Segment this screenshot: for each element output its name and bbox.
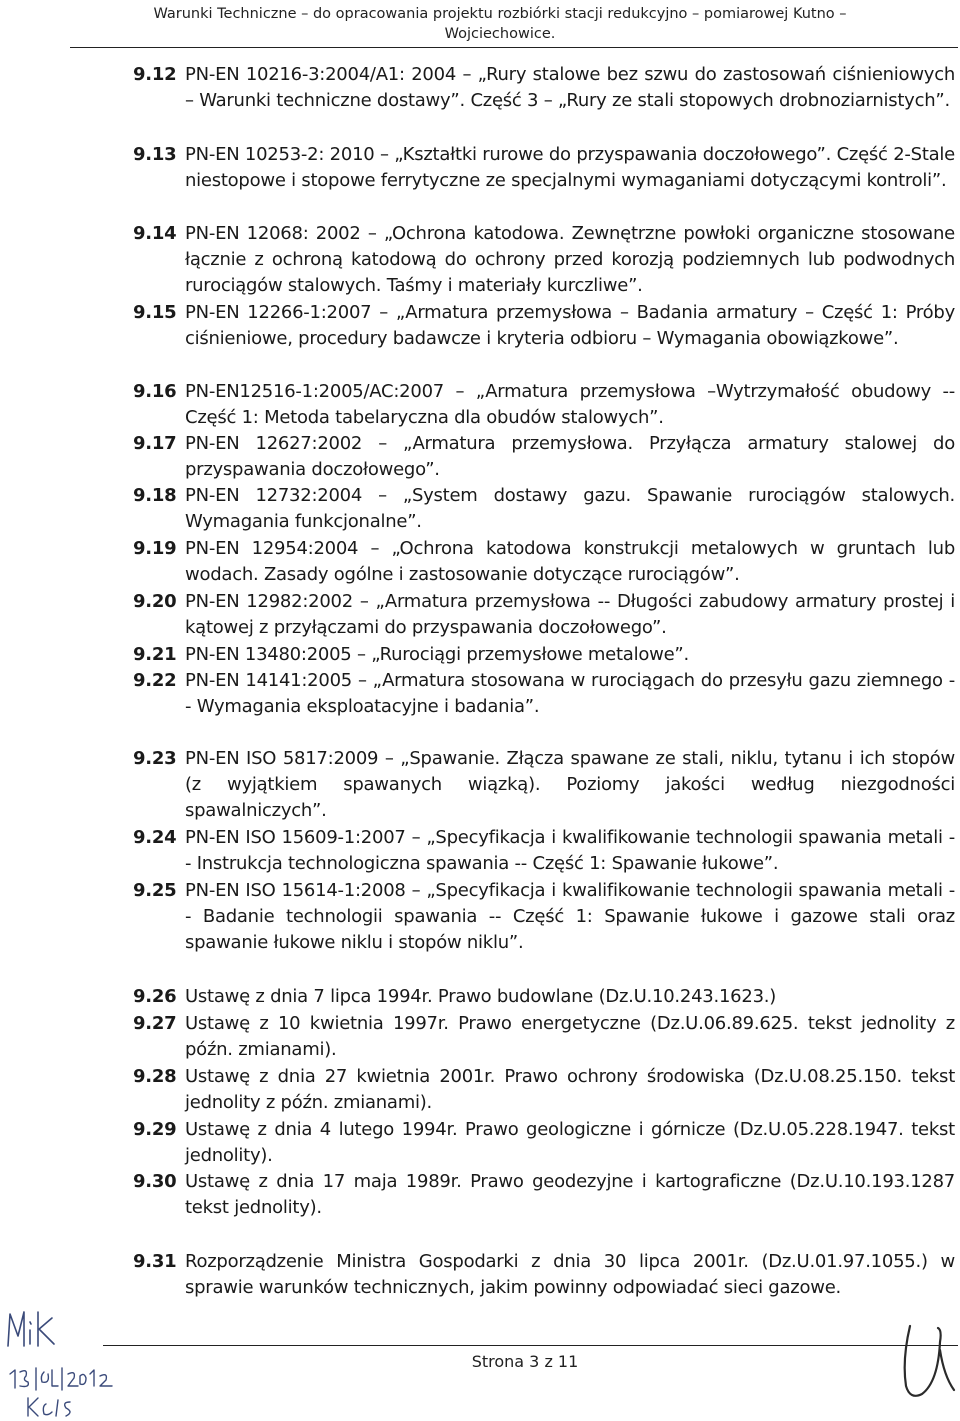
item-number: 9.30 <box>133 1171 177 1192</box>
header-line-2: Wojciechowice. <box>444 26 556 42</box>
list-item <box>133 62 955 114</box>
list-item <box>133 300 955 352</box>
item-number: 9.29 <box>133 1119 177 1140</box>
item-text: PN-EN 10216-3:2004/A1: 2004 – „Rury stalowe bez szwu do zastosowań ciśnieniowych – Warunki techniczne dostawy”. Część 3 – „Rury ze stali stopowych drobnoziarnistych”. <box>185 64 955 111</box>
list-item <box>133 431 955 483</box>
item-number: 9.26 <box>133 986 177 1007</box>
handwritten-mark <box>24 1394 80 1420</box>
header-divider <box>70 47 958 48</box>
list-item <box>133 483 955 535</box>
item-text: PN-EN 13480:2005 – „Rurociągi przemysłowe metalowe”. <box>185 644 689 665</box>
item-text: PN-EN ISO 15609-1:2007 – „Specyfikacja i kwalifikowanie technologii spawania metali -- Instrukcja technologiczna spawania -- Część 1: Spawanie łukowe”. <box>185 827 955 874</box>
list-item <box>133 1117 955 1169</box>
item-number: 9.24 <box>133 827 177 848</box>
header-line-1: Warunki Techniczne – do opracowania projektu rozbiórki stacji redukcyjno – pomiarowej Kutno – <box>153 6 847 22</box>
list-item <box>133 221 955 299</box>
item-text: PN-EN 12732:2004 – „System dostawy gazu. Spawanie rurociągów stalowych. Wymagania funkcjonalne”. <box>185 485 955 532</box>
item-text: PN-EN 10253-2: 2010 – „Kształtki rurowe do przyspawania doczołowego”. Część 2-Stale niestopowe i stopowe ferrytyczne ze specjalnymi wymaganiami dotyczącymi kontroli”. <box>185 144 955 191</box>
list-item <box>133 642 955 668</box>
list-item <box>133 1064 955 1116</box>
handwritten-date <box>6 1364 118 1392</box>
item-text: PN-EN 12266-1:2007 – „Armatura przemysłowa – Badania armatury – Część 1: Próby ciśnieniowe, procedury badawcze i kryteria odbioru – Wymagania obowiązkowe”. <box>185 302 955 349</box>
list-item <box>133 878 955 956</box>
item-number: 9.31 <box>133 1251 177 1272</box>
item-text: PN-EN ISO 15614-1:2008 – „Specyfikacja i kwalifikowanie technologii spawania metali -- Badanie technologii spawania -- Część 1: Spawanie łukowe i gazowe stali oraz spawanie łukowe niklu i stopów niklu”. <box>185 880 955 953</box>
item-number: 9.28 <box>133 1066 177 1087</box>
item-text: PN-EN 12982:2002 – „Armatura przemysłowa -- Długości zabudowy armatury prostej i kątowej z przyłączami do przyspawania doczołowego”. <box>185 591 955 638</box>
item-number: 9.18 <box>133 485 177 506</box>
handwritten-initials <box>2 1306 72 1352</box>
item-number: 9.12 <box>133 64 177 85</box>
item-number: 9.23 <box>133 748 177 769</box>
item-text: PN-EN 12627:2002 – „Armatura przemysłowa. Przyłącza armatury stalowej do przyspawania doczołowego”. <box>185 433 955 480</box>
item-number: 9.13 <box>133 144 177 165</box>
item-text: PN-EN 12954:2004 – „Ochrona katodowa konstrukcji metalowych w gruntach lub wodach. Zasady ogólne i zastosowanie dotyczące rurociągów”. <box>185 538 955 585</box>
item-number: 9.27 <box>133 1013 177 1034</box>
list-item <box>133 142 955 194</box>
list-item <box>133 589 955 641</box>
item-text: Ustawę z dnia 4 lutego 1994r. Prawo geologiczne i górnicze (Dz.U.05.228.1947. tekst jednolity). <box>185 1119 955 1166</box>
list-item <box>133 536 955 588</box>
handwritten-signature <box>892 1320 958 1404</box>
item-text: Rozporządzenie Ministra Gospodarki z dnia 30 lipca 2001r. (Dz.U.01.97.1055.) w sprawie warunków technicznych, jakim powinny odpowiadać sieci gazowe. <box>185 1251 955 1298</box>
item-text: PN-EN 12068: 2002 – „Ochrona katodowa. Zewnętrzne powłoki organiczne stosowane łącznie z ochroną katodową do ochrony przed korozją podziemnych lub podwodnych rurociągów stalowych. Taśmy i materiały kurczliwe”. <box>185 223 955 296</box>
item-text: Ustawę z dnia 27 kwietnia 2001r. Prawo ochrony środowiska (Dz.U.08.25.150. tekst jednolity z późn. zmianami). <box>185 1066 955 1113</box>
document-header <box>60 4 940 44</box>
item-number: 9.16 <box>133 381 177 402</box>
item-number: 9.17 <box>133 433 177 454</box>
item-text: PN-EN 14141:2005 – „Armatura stosowana w rurociągach do przesyłu gazu ziemnego -- Wymagania eksploatacyjne i badania”. <box>185 670 955 717</box>
item-number: 9.19 <box>133 538 177 559</box>
list-item <box>133 1249 955 1301</box>
item-text: PN-EN ISO 5817:2009 – „Spawanie. Złącza spawane ze stali, niklu, tytanu i ich stopów (z wyjątkiem spawanych wiązką). Poziomy jakości według niezgodności spawalniczych”. <box>185 748 955 821</box>
list-item <box>133 1011 955 1063</box>
item-text: PN-EN12516-1:2005/AC:2007 – „Armatura przemysłowa –Wytrzymałość obudowy -- Część 1: Metoda tabelaryczna dla obudów stalowych”. <box>185 381 955 428</box>
footer-divider <box>103 1345 958 1346</box>
item-text: Ustawę z dnia 17 maja 1989r. Prawo geodezyjne i kartograficzne (Dz.U.10.193.1287 tekst jednolity). <box>185 1171 955 1218</box>
list-item <box>133 825 955 877</box>
item-number: 9.21 <box>133 644 177 665</box>
list-item <box>133 379 955 431</box>
item-number: 9.20 <box>133 591 177 612</box>
list-item <box>133 746 955 824</box>
item-number: 9.22 <box>133 670 177 691</box>
item-number: 9.15 <box>133 302 177 323</box>
list-item <box>133 668 955 720</box>
item-number: 9.25 <box>133 880 177 901</box>
item-number: 9.14 <box>133 223 177 244</box>
item-text: Ustawę z dnia 7 lipca 1994r. Prawo budowlane (Dz.U.10.243.1623.) <box>185 986 777 1007</box>
list-item <box>133 984 955 1010</box>
list-item <box>133 1169 955 1221</box>
item-text: Ustawę z 10 kwietnia 1997r. Prawo energetyczne (Dz.U.06.89.625. tekst jednolity z późn. zmianami). <box>185 1013 955 1060</box>
page-number: Strona 3 z 11 <box>471 1352 579 1371</box>
